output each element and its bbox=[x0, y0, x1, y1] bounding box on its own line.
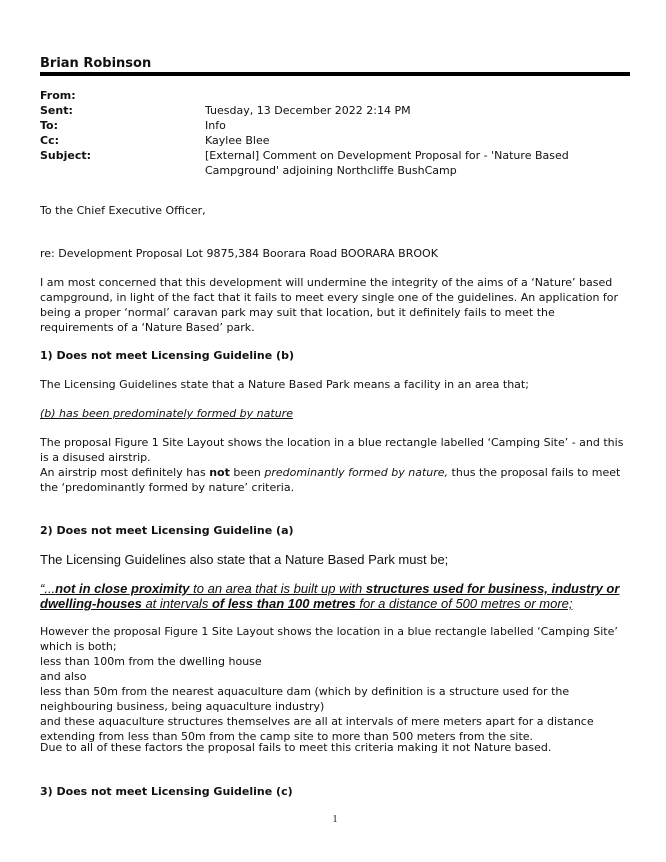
cc-value: Kaylee Blee bbox=[205, 134, 270, 147]
quote-text-3: for a distance of 500 metres or more; bbox=[355, 596, 573, 611]
p3-emphasis-not: not bbox=[209, 466, 230, 479]
section2-line-4: less than 50m from the nearest aquaculture dam (which by definition is a structure used for the neighbouring business, being aquaculture industry) bbox=[40, 685, 570, 713]
p3-part-a: An airstrip most definitely has bbox=[40, 466, 210, 479]
intro-paragraph: I am most concerned that this development will undermine the integrity of the aims of a ‘Nature’ based campground, in light of the fact that it fails to meet every single one of the guidelines. An application for being a proper ‘normal’ caravan park may suit that location, but it definitely fails to meet the requirements of a ‘Nature Based’ park. bbox=[40, 276, 619, 334]
quote-bold-1: not in close proximity bbox=[55, 581, 190, 596]
section2-heading: 2) Does not meet Licensing Guideline (a) bbox=[40, 524, 294, 537]
section2-line-5: and these aquaculture structures themselves are all at intervals of mere meters apart for a distance extending from less than 50m from the camp site to more than 500 meters from the site. bbox=[40, 715, 594, 743]
header-row-subject bbox=[40, 148, 630, 178]
section1-paragraph-3 bbox=[40, 465, 625, 495]
section1-guideline-quote: (b) has been predominately formed by nature bbox=[40, 407, 293, 420]
section2-line-3: and also bbox=[40, 670, 87, 683]
sent-value: Tuesday, 13 December 2022 2:14 PM bbox=[205, 104, 411, 117]
section3-heading: 3) Does not meet Licensing Guideline (c) bbox=[40, 785, 293, 798]
p3-part-e: thus the proposal fails to meet the ‘predominantly formed by nature’ criteria. bbox=[40, 466, 621, 494]
section2-details bbox=[40, 624, 625, 744]
quote-text-2: at intervals bbox=[141, 596, 212, 611]
from-label: From: bbox=[40, 89, 76, 102]
header-row-sent bbox=[40, 103, 630, 118]
sent-label: Sent: bbox=[40, 104, 73, 117]
section2-line-2: less than 100m from the dwelling house bbox=[40, 655, 262, 668]
p3-part-c: been bbox=[229, 466, 265, 479]
section2-guideline-quote bbox=[40, 581, 625, 611]
header-row-from bbox=[40, 88, 630, 103]
header-row-cc bbox=[40, 133, 630, 148]
re-line: re: Development Proposal Lot 9875,384 Boorara Road BOORARA BROOK bbox=[40, 247, 438, 260]
section2-paragraph-1: The Licensing Guidelines also state that a Nature Based Park must be; bbox=[40, 552, 449, 567]
section1-paragraph-2: The proposal Figure 1 Site Layout shows the location in a blue rectangle labelled ‘Camping Site’ - and this is a disused airstrip. bbox=[40, 436, 624, 464]
to-value: Info bbox=[205, 119, 226, 132]
subject-label: Subject: bbox=[40, 149, 92, 162]
page-number: 1 bbox=[332, 814, 338, 825]
quote-bold-2: structures used for business, industry or dwelling-houses bbox=[40, 581, 620, 611]
to-label: To: bbox=[40, 119, 58, 132]
quote-text-1: to an area that is built up with bbox=[189, 581, 366, 596]
greeting: To the Chief Executive Officer, bbox=[40, 204, 206, 217]
section1-heading: 1) Does not meet Licensing Guideline (b) bbox=[40, 349, 294, 362]
p3-italic-phrase: predominantly formed by nature, bbox=[264, 466, 449, 479]
from-value bbox=[205, 88, 630, 103]
sender-name: Brian Robinson bbox=[40, 56, 152, 71]
section2-conclusion: Due to all of these factors the proposal fails to meet this criteria making it not Nature based. bbox=[40, 741, 552, 754]
quote-open: “... bbox=[40, 581, 56, 596]
email-header-table bbox=[40, 88, 630, 178]
header-row-to bbox=[40, 118, 630, 133]
subject-value: [External] Comment on Development Proposal for - 'Nature Based Campground' adjoining Northcliffe BushCamp bbox=[205, 149, 569, 177]
cc-label: Cc: bbox=[40, 134, 59, 147]
quote-bold-3: of less than 100 metres bbox=[211, 596, 356, 611]
section1-paragraph-1: The Licensing Guidelines state that a Nature Based Park means a facility in an area that; bbox=[40, 378, 529, 391]
section2-line-1: However the proposal Figure 1 Site Layout shows the location in a blue rectangle labelled ‘Camping Site’ which is both; bbox=[40, 625, 618, 653]
header-divider bbox=[40, 72, 630, 76]
